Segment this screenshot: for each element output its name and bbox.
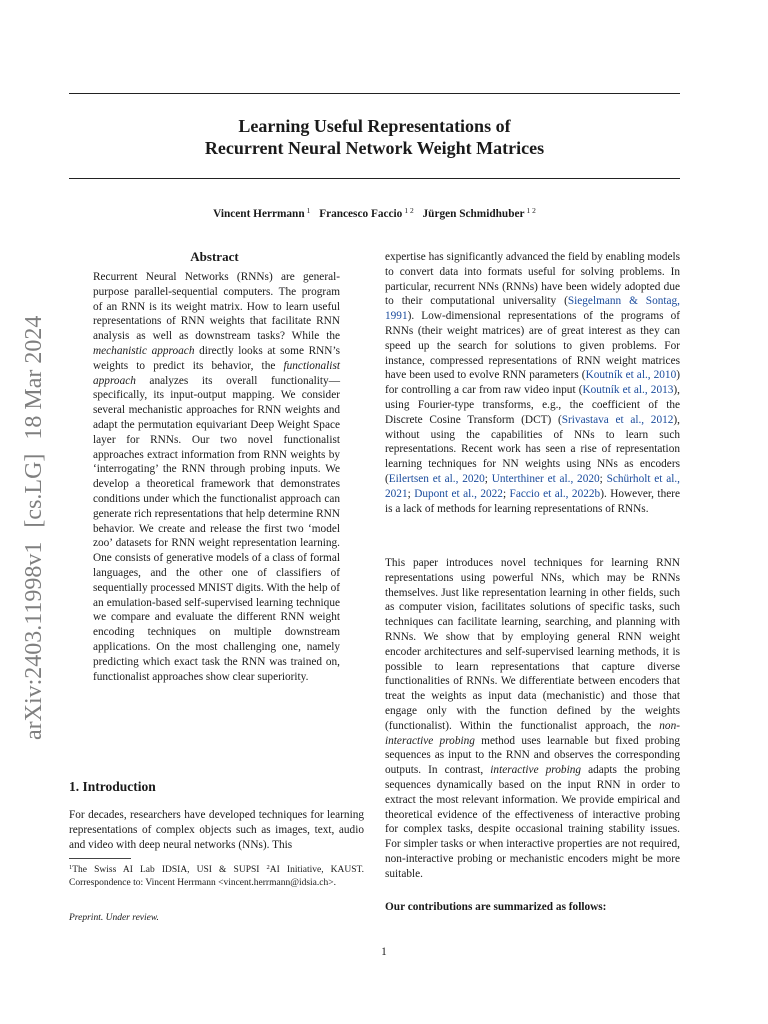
intro-paragraph: For decades, researchers have developed techniques for learning representations of complex objects such as images, text, audio and video with deep neural networks (NNs). This [69, 809, 364, 851]
abstract-text: Recurrent Neural Networks (RNNs) are general-purpose parallel-sequential computers. The program of an RNN is its weight matrix. How to learn useful representations of RNN weights that facilitate RNN analysis as well as downstream tasks? While the mechanistic approach directly looks at some RNN’s weights to predict its behavior, the functionalist approach analyzes its overall functionality—specifically, its input-output mapping. We consider several mechanistic approaches for RNN weights and adapt the permutation equivariant Deep Weight Space layer for RNNs. Our two novel functionalist approaches extract information from RNN weights by ‘interrogating’ the RNN through probing inputs. We develop a theoretical framework that demonstrates conditions under which the functionalist approach can generate rich representations that help determine RNN behavior. We create and release the first two ‘model zoo’ datasets for RNN weight representation learning. One consists of generative models of a class of formal languages, and the other one of classifiers of sequentially processed MNIST digits. With the help of an emulation-based self-supervised learning technique we compare and evaluate the different RNN weight encoding techniques on multiple downstream applications. On the most challenging one, namely predicting which exact task the RNN was trained on, functionalist approaches show clear superiority. [93, 271, 340, 683]
citation-link[interactable]: Koutník et al., 2010 [585, 369, 677, 382]
citation-link[interactable]: Dupont et al., 2022 [414, 487, 503, 500]
page-number: 1 [381, 946, 387, 958]
contributions-paragraph: This paper introduces novel techniques for learning RNN representations using powerful NNs, which may be RNNs themselves. Just like representation learning in other fields, such as computer vision, facilitates solutions of specific tasks, such techniques can facilitate learning, searching, and planning with RNNs. We show that by employing general RNN weight encoder architectures and self-supervised learning methods, it is possible to learn representations that capture diverse functionalities of RNNs. We differentiate between encoders that treat the weights as input data (mechanistic) and those that engage only with the function defined by the weights (functionalist). Within the functionalist approach, the non-interactive probing method uses learnable but fixed probing sequences as input to the RNN and observes the corresponding outputs. In contrast, interactive probing adapts the probing sequences dynamically based on the input RNN in order to extract the most relevant information. We provide empirical and theoretical evidence of the effectiveness of interactive probing for complex tasks, despite occasional training stability issues. For simpler tasks or when interactive properties are not required, non-interactive probing or mechanistic encoders might be more suitable. [385, 557, 681, 880]
arxiv-stamp: arXiv:2403.11998v1[cs.LG]18 Mar 2024 [21, 315, 47, 740]
citation-link[interactable]: Siegelmann & Sontag, 1991 [385, 295, 680, 323]
affiliation-footnote: $^1$The Swiss AI Lab IDSIA, USI & SUPSI $^2$AI Initiative, KAUST. Correspondence to: Vincent Herrmann <vincent.herrmann@idsia.ch>. [69, 864, 365, 888]
intro-paragraph-continued: expertise has significantly advanced the field by enabling models to convert data into formats useful for solving problems. In particular, recurrent NNs (RNNs) have been widely adopted due to their computational universality (Siegelmann & Sontag, 1991). Low-dimensional representations of the programs of RNNs (their weight matrices) are of great interest as they can speed up the search for solutions to given problems. For instance, compressed representations of RNN weight matrices have been used to evolve RNN parameters (Koutník et al., 2010) for controlling a car from raw video input (Koutník et al., 2013), using Fourier-type transforms, e.g., the coefficient of the Discrete Cosine Transform (DCT) (Srivastava et al., 2012), without using the capabilities of NNs to learn such representations. Recent work has seen a rise of representation learning techniques for NN weights using NNs as encoders (Eilertsen et al., 2020; Unterthiner et al., 2020; Schürholt et al., 2021; Dupont et al., 2022; Faccio et al., 2022b). However, there is a lack of methods for learning representations of RNNs. [385, 251, 681, 515]
footnote-rule [69, 858, 131, 859]
citation-link[interactable]: Unterthiner et al., 2020 [491, 472, 600, 485]
preprint-note: Preprint. Under review. [69, 913, 159, 923]
citation-link[interactable]: Faccio et al., 2022b [509, 487, 601, 500]
author-1: Vincent Herrmann $^1$ [213, 206, 311, 220]
contributions-heading: Our contributions are summarized as follows: [385, 901, 607, 913]
citation-link[interactable]: Koutník et al., 2013 [582, 384, 674, 397]
citation-link[interactable]: Eilertsen et al., 2020 [388, 472, 485, 485]
bottom-rule [69, 178, 680, 179]
author-list [69, 206, 680, 220]
abstract-heading: Abstract [190, 249, 239, 264]
citation-link[interactable]: Schürholt et al., 2021 [385, 472, 681, 500]
author-2: Francesco Faccio $^{1 2}$ [319, 206, 414, 220]
intro-heading: 1. Introduction [69, 779, 156, 794]
author-3: Jürgen Schmidhuber $^{1 2}$ [422, 206, 536, 220]
citation-link[interactable]: Srivastava et al., 2012 [561, 413, 674, 426]
top-rule [69, 93, 680, 94]
paper-title-line-1: Learning Useful Representations of [238, 116, 511, 136]
paper-title-line-2: Recurrent Neural Network Weight Matrices [204, 138, 545, 158]
